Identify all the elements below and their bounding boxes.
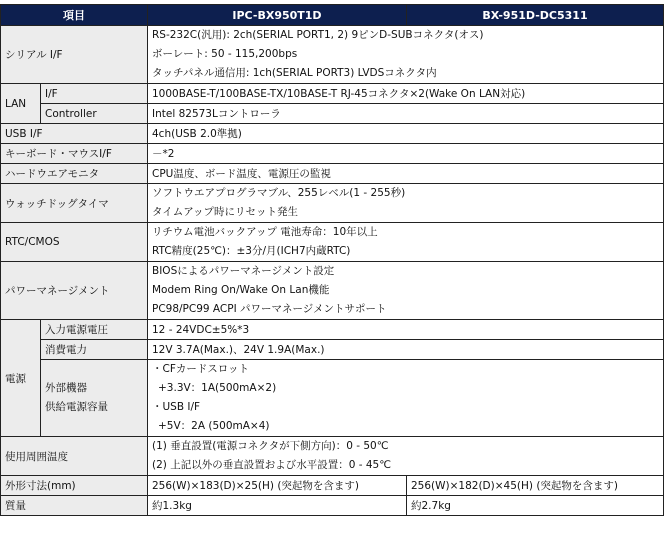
power-external-line: +3.3V：1A(500mA×2) (158, 382, 277, 394)
weight-label: 質量 (1, 496, 148, 516)
power-external-label-line: 外部機器 (45, 382, 87, 394)
row-lan-if (1, 84, 664, 104)
serial-value (148, 26, 664, 84)
row-keyboard (1, 144, 664, 164)
usb-label: USB I/F (1, 124, 148, 144)
power-consumption-value: 12V 3.7A(Max.)、24V 1.9A(Max.) (148, 340, 664, 360)
rtc-value (148, 223, 664, 262)
power-external-line: ・USB I/F (152, 401, 201, 413)
row-weight (1, 496, 664, 516)
header-model-a: IPC-BX950T1D (148, 5, 407, 26)
watchdog-line: タイムアップ時にリセット発生 (152, 206, 298, 218)
temp-line: (2) 上記以外の垂直設置および水平設置：0 - 45℃ (152, 459, 392, 471)
row-temp (1, 437, 664, 476)
dimensions-label: 外形寸法(mm) (1, 476, 148, 496)
usb-value: 4ch(USB 2.0準拠) (148, 124, 664, 144)
serial-line: RS-232C(汎用): 2ch(SERIAL PORT1, 2) 9ピンD-SUBコネクタ(オス) (152, 29, 484, 41)
power-mgmt-line: PC98/PC99 ACPI パワーマネージメントサポート (152, 303, 387, 315)
power-consumption-label: 消費電力 (41, 340, 148, 360)
watchdog-value (148, 184, 664, 223)
temp-line: (1) 垂直設置(電源コネクタが下側方向)：0 - 50℃ (152, 440, 389, 452)
power-external-label (41, 360, 148, 437)
power-external-label-line: 供給電源容量 (45, 401, 108, 413)
row-watchdog (1, 184, 664, 223)
watchdog-label: ウォッチドッグタイマ (1, 184, 148, 223)
row-usb (1, 124, 664, 144)
lan-if-value: 1000BASE-T/100BASE-TX/10BASE-T RJ-45コネクタ×2(Wake On LAN対応) (148, 84, 664, 104)
power-mgmt-line: Modem Ring On/Wake On Lan機能 (152, 284, 330, 296)
power-external-line: +5V：2A (500mA×4) (158, 420, 270, 432)
power-external-line: ・CFカードスロット (152, 363, 250, 375)
lan-if-label: I/F (41, 84, 148, 104)
row-rtc (1, 223, 664, 262)
power-mgmt-label: パワーマネージメント (1, 262, 148, 320)
hwmon-label: ハードウエアモニタ (1, 164, 148, 184)
weight-value-b: 約2.7kg (407, 496, 664, 516)
power-label: 電源 (1, 320, 41, 437)
dimensions-value-b: 256(W)×182(D)×45(H) (突起物を含ます) (407, 476, 664, 496)
watchdog-line: ソフトウエアプログラマブル、255レベル(1 - 255秒) (152, 187, 406, 199)
spec-table (0, 4, 664, 516)
row-power-external (1, 360, 664, 437)
row-power-input (1, 320, 664, 340)
weight-value-a: 約1.3kg (148, 496, 407, 516)
row-power-mgmt (1, 262, 664, 320)
hwmon-value: CPU温度、ボード温度、電源圧の監視 (148, 164, 664, 184)
header-item: 項目 (1, 5, 148, 26)
header-model-b: BX-951D-DC5311 (407, 5, 664, 26)
power-mgmt-line: BIOSによるパワーマネージメント設定 (152, 265, 335, 277)
serial-label: シリアル I/F (1, 26, 148, 84)
rtc-label: RTC/CMOS (1, 223, 148, 262)
keyboard-value: －*2 (148, 144, 664, 164)
header-row (1, 5, 664, 26)
lan-controller-label: Controller (41, 104, 148, 124)
rtc-line: RTC精度(25℃)：±3分/月(ICH7内蔵RTC) (152, 245, 351, 257)
power-input-label: 入力電源電圧 (41, 320, 148, 340)
temp-label: 使用周囲温度 (1, 437, 148, 476)
row-lan-controller (1, 104, 664, 124)
dimensions-value-a: 256(W)×183(D)×25(H) (突起物を含ます) (148, 476, 407, 496)
keyboard-label: キーボード・マウスI/F (1, 144, 148, 164)
row-dimensions (1, 476, 664, 496)
rtc-line: リチウム電池バックアップ 電池寿命：10年以上 (152, 226, 378, 238)
power-mgmt-value (148, 262, 664, 320)
row-power-consumption (1, 340, 664, 360)
power-input-value: 12 - 24VDC±5%*3 (148, 320, 664, 340)
row-serial (1, 26, 664, 84)
serial-line: ボーレート: 50 - 115,200bps (152, 48, 298, 60)
power-external-value (148, 360, 664, 437)
lan-label: LAN (1, 84, 41, 124)
row-hwmon (1, 164, 664, 184)
temp-value (148, 437, 664, 476)
lan-controller-value: Intel 82573Lコントローラ (148, 104, 664, 124)
serial-line: タッチパネル通信用: 1ch(SERIAL PORT3) LVDSコネクタ内 (152, 67, 437, 79)
